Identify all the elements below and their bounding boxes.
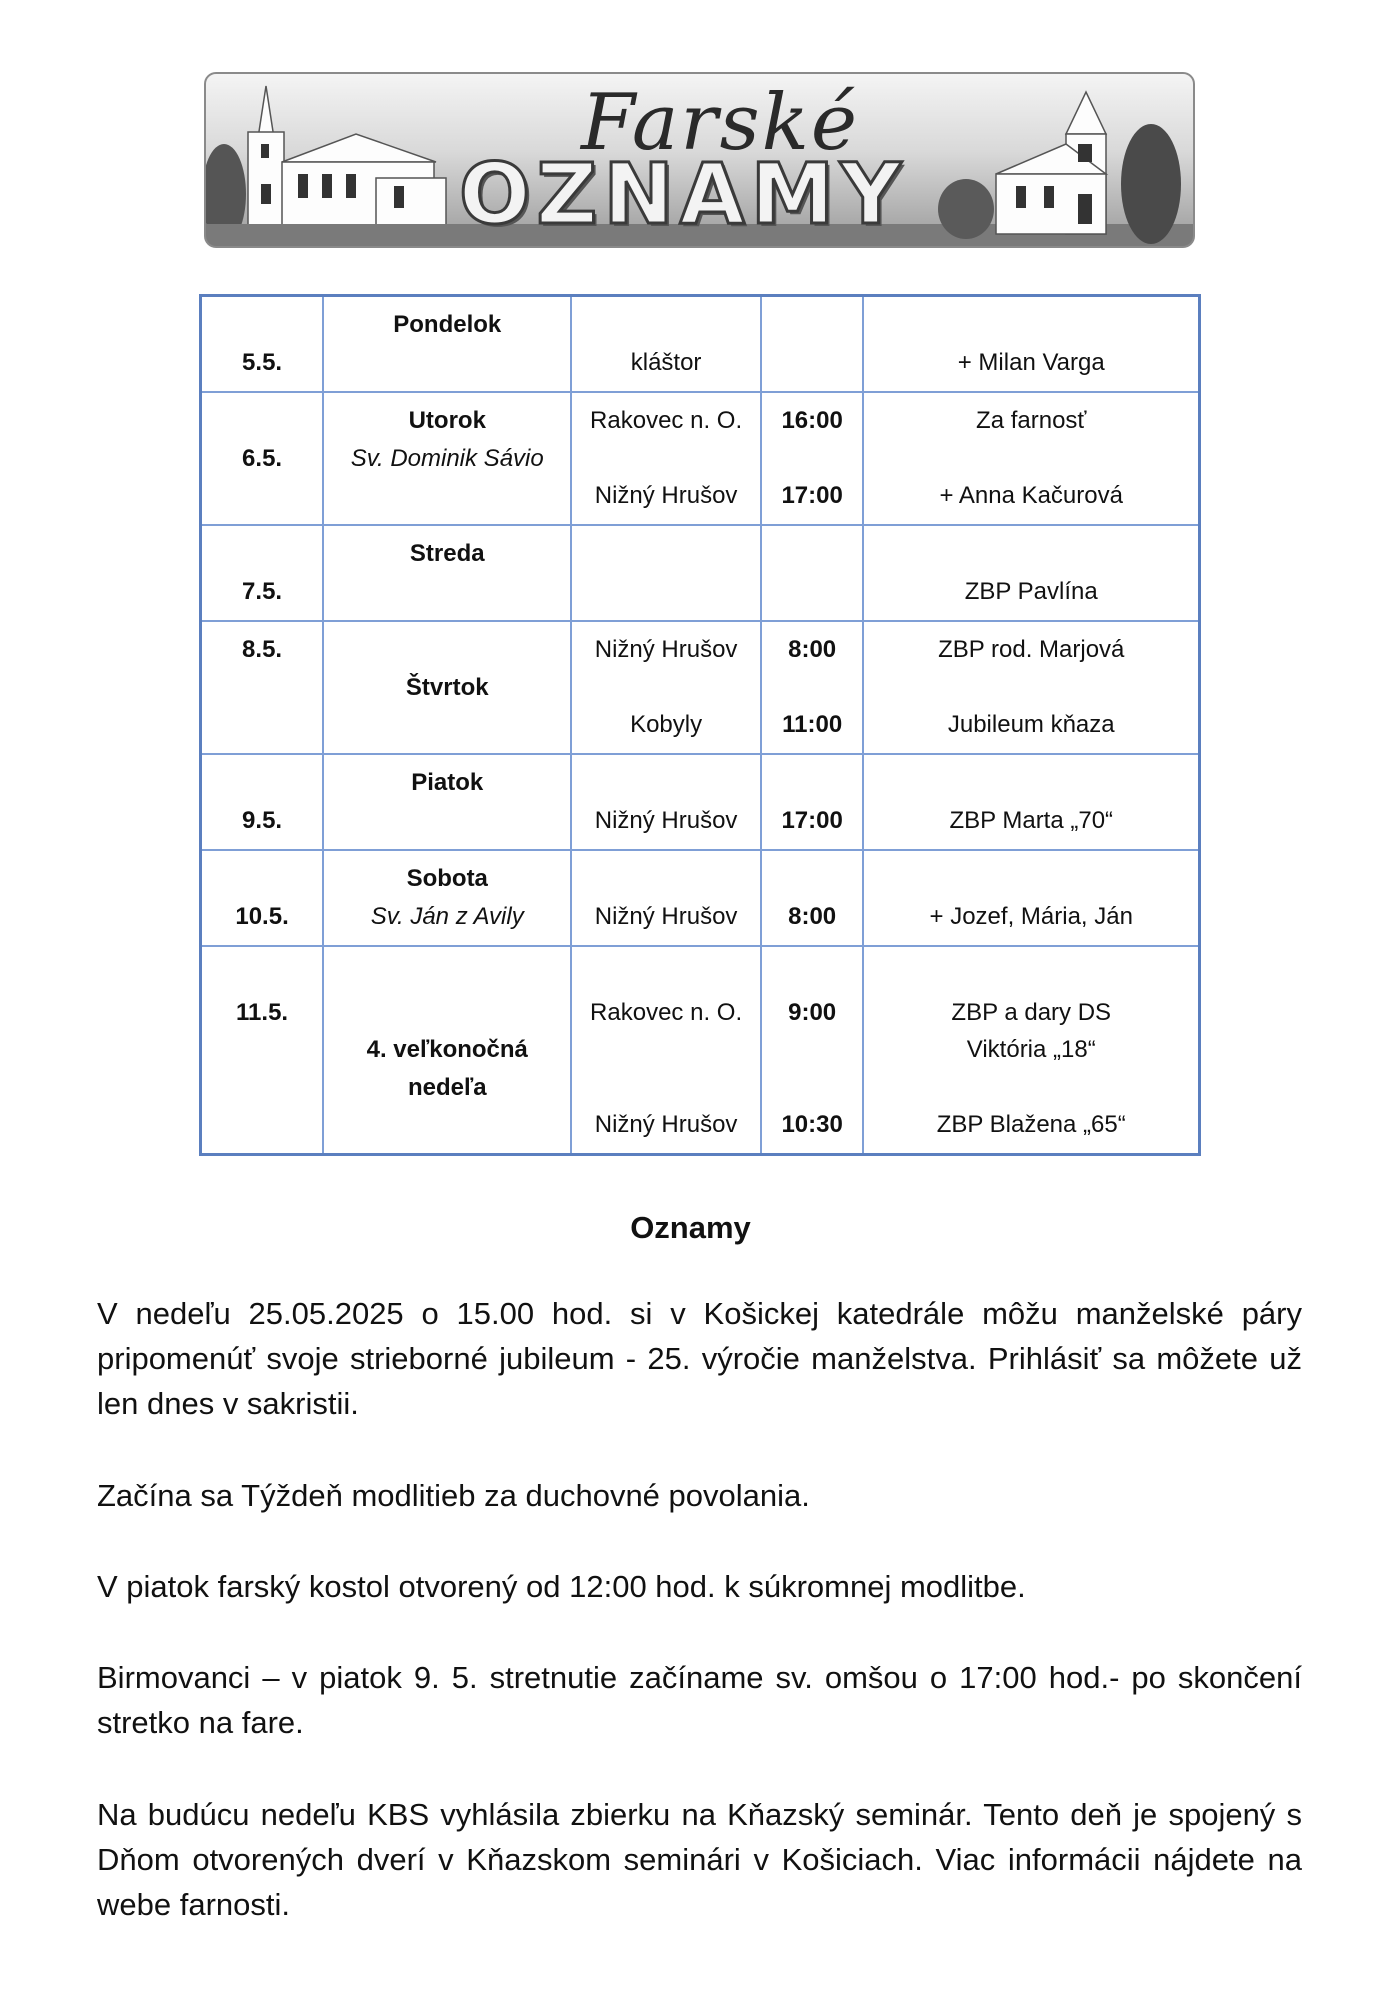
table-row — [201, 754, 1200, 850]
announcements-heading: Oznamy — [630, 1210, 751, 1245]
intention: ZBP a dary DS — [951, 999, 1112, 1026]
table-row — [201, 850, 1200, 946]
table-row — [201, 392, 1200, 525]
day-name: Štvrtok — [405, 674, 489, 701]
intention: ZBP rod. Marjová — [938, 636, 1125, 663]
announcement-paragraph: V nedeľu 25.05.2025 o 15.00 hod. si v Košickej katedrále môžu manželské páry pripomenúť svoje strieborné jubileum - 25. výročie manželstva. Prihlásiť sa môžete už len dnes v sakristii. — [97, 1296, 1302, 1421]
mass-time: 8:00 — [788, 636, 837, 663]
place: Nižný Hrušov — [594, 807, 738, 834]
mass-time: 17:00 — [781, 807, 843, 834]
intention: + Jozef, Mária, Ján — [929, 903, 1133, 930]
place: Rakovec n. O. — [590, 407, 743, 434]
date: 7.5. — [242, 578, 283, 605]
date: 9.5. — [242, 807, 283, 834]
intention: Viktória „18“ — [966, 1036, 1096, 1063]
announcement-paragraph: V piatok farský kostol otvorený od 12:00 hod. k súkromnej modlitbe. — [97, 1569, 1026, 1604]
place: Nižný Hrušov — [594, 636, 738, 663]
mass-time: 10:30 — [781, 1111, 843, 1138]
announcement-paragraph: Birmovanci – v piatok 9. 5. stretnutie začíname sv. omšou o 17:00 hod.- po skončení stretko na fare. — [97, 1660, 1302, 1740]
day-name: Streda — [409, 540, 485, 567]
mass-time: 9:00 — [788, 999, 837, 1026]
table-row — [201, 946, 1200, 1155]
intention: ZBP Pavlína — [964, 578, 1098, 605]
place: Nižný Hrušov — [594, 1111, 738, 1138]
banner-title: OZNAMY — [459, 145, 908, 243]
place: Kobyly — [630, 711, 703, 738]
intention: Jubileum kňaza — [947, 711, 1115, 738]
announcement-paragraph: Na budúcu nedeľu KBS vyhlásila zbierku na Kňazský seminár. Tento deň je spojený s Dňom otvorených dverí v Kňazskom seminári v Košiciach. Viac informácii nájdete na webe farnosti. — [97, 1797, 1302, 1922]
date: 10.5. — [235, 903, 289, 930]
saint-name: Sv. Dominik Sávio — [350, 445, 544, 472]
day-name: Piatok — [411, 769, 484, 796]
intention: + Anna Kačurová — [939, 482, 1123, 509]
announcement-paragraph: Začína sa Týždeň modlitieb za duchovné povolania. — [97, 1478, 810, 1513]
place: Rakovec n. O. — [590, 999, 743, 1026]
day-name: Pondelok — [393, 311, 502, 338]
mass-time: 17:00 — [781, 482, 843, 509]
intention: ZBP Marta „70“ — [949, 807, 1114, 834]
table-row — [201, 525, 1200, 621]
date: 11.5. — [236, 999, 289, 1026]
mass-time: 16:00 — [781, 407, 843, 434]
banner-script-word: Farské — [581, 78, 860, 168]
day-name: Sobota — [406, 865, 488, 892]
date: 5.5. — [242, 349, 283, 376]
intention: Za farnosť — [976, 407, 1087, 434]
table-row — [201, 621, 1200, 754]
place: kláštor — [630, 349, 702, 376]
day-name: Utorok — [408, 407, 486, 434]
date: 8.5. — [242, 636, 283, 663]
intention: + Milan Varga — [957, 349, 1105, 376]
day-name: 4. veľkonočná — [366, 1036, 528, 1063]
date: 6.5. — [242, 445, 283, 472]
place: Nižný Hrušov — [594, 482, 738, 509]
mass-time: 8:00 — [788, 903, 837, 930]
place: Nižný Hrušov — [594, 903, 738, 930]
intention: ZBP Blažena „65“ — [936, 1111, 1126, 1138]
saint-name: Sv. Ján z Avily — [370, 903, 524, 930]
mass-time: 11:00 — [782, 711, 843, 738]
table-row — [201, 296, 1200, 393]
mass-schedule-table — [199, 294, 1201, 1156]
header-banner — [204, 72, 1195, 248]
day-name: nedeľa — [407, 1074, 487, 1101]
